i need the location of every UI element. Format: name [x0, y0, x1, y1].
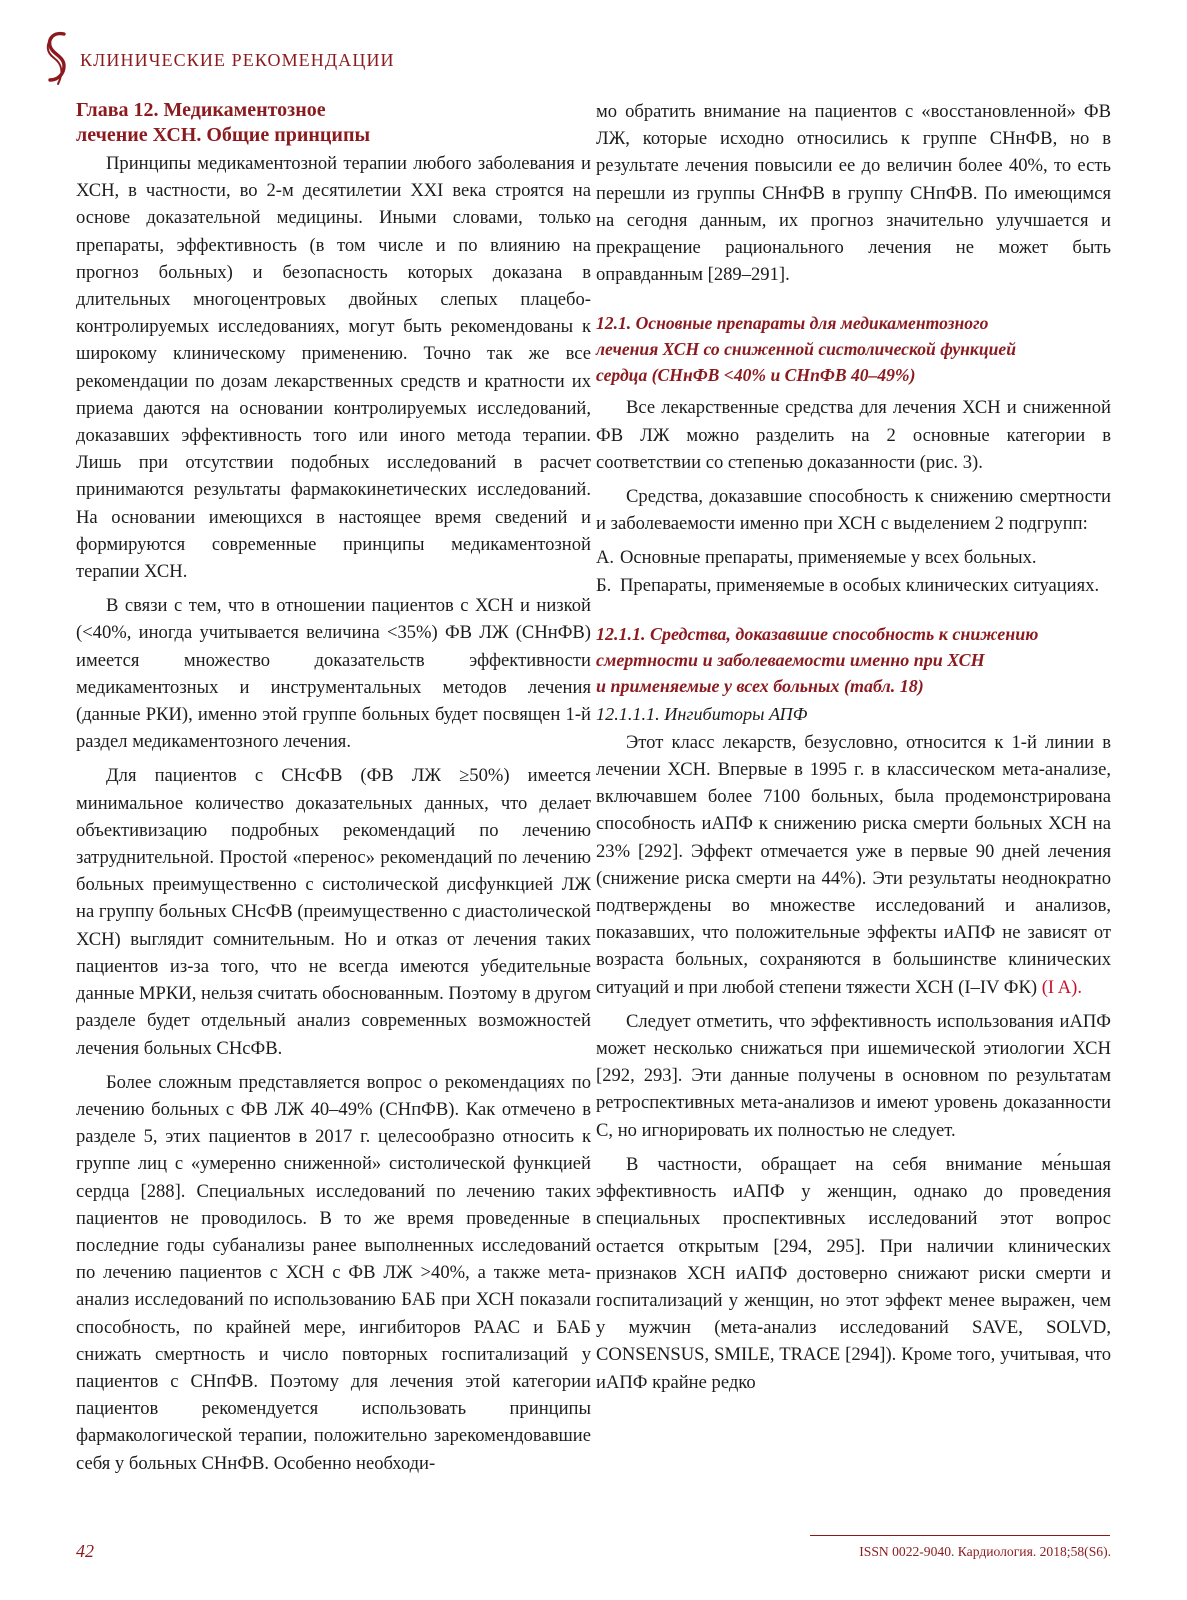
left-column	[76, 98, 591, 1484]
footer-divider	[810, 1535, 1110, 1536]
list-marker: А.	[596, 547, 615, 569]
page-number: 42	[76, 1541, 94, 1561]
subsection-title-line: 12.1.1. Средства, доказавшие способность к снижению	[596, 623, 1039, 644]
list-item-text: Основные препараты, применяемые у всех больных.	[620, 547, 1037, 569]
section-title-line: 12.1. Основные препараты для медикаментозного	[596, 313, 989, 334]
header-title: КЛИНИЧЕСКИЕ РЕКОМЕНДАЦИИ	[80, 50, 395, 70]
body-paragraph	[596, 729, 1111, 1001]
list-item	[596, 572, 1111, 599]
list-marker: Б.	[596, 574, 612, 596]
body-paragraph: Средства, доказавшие способность к снижению смертности и заболеваемости именно при ХСН с выделением 2 подгрупп:	[596, 486, 1111, 535]
subsection-title	[596, 621, 1111, 699]
chapter-title	[76, 98, 591, 148]
body-paragraph: В связи с тем, что в отношении пациентов с ХСН и низкой (<40%, иногда учитывается величина <35%) ФВ ЛЖ (СНнФВ) имеется множество доказательств эффективности медикаментозных и инструментальных методов лечения (данные РКИ), именно этой группе больных будет посвящен 1-й раздел медикаментозного лечения.	[76, 595, 591, 753]
body-paragraph: Следует отметить, что эффективность использования иАПФ может несколько снижаться при ишемической этиологии ХСН [292, 293]. Эти данные получены в основном по результатам ретроспективных мета-анализов и имеют уровень доказанности С, но игнорировать их полностью не следует.	[596, 1010, 1111, 1141]
section-title-line: лечения ХСН со сниженной систолической функцией	[596, 339, 1016, 360]
section-title-line: сердца (СНнФВ <40% и СНпФВ 40–49%)	[596, 365, 916, 386]
section-title	[596, 310, 1111, 388]
body-paragraph: В частности, обращает на себя внимание ме́ньшая эффективность иАПФ у женщин, однако до проведения специальных проспективных исследований этот вопрос остается открытым [294, 295]. При наличии клинических признаков ХСН иАПФ достоверно снижают риски смерти и госпитализаций у женщин, но этот эффект менее выражен, чем у мужчин (мета-анализ исследований SAVE, SOLVD, CONSENSUS, SMILE, TRACE [294]). Кроме того, учитывая, что иАПФ крайне редко	[596, 1153, 1111, 1393]
evidence-level: (I A).	[1041, 976, 1083, 998]
body-paragraph: Принципы медикаментозной терапии любого заболевания и ХСН, в частности, во 2-м десятилетии XXI века строятся на основе доказательной медицины. Иными словами, только препараты, эффективность (в том числе и по влиянию на прогноз больных) и безопасность которых доказана в длительных многоцентровых двойных слепых плацебо-контролируемых исследованиях, могут быть рекомендованы к широкому клиническому применению. Точно так же все рекомендации по дозам лекарственных средств и кратности их приема даются на основании контролируемых исследований, доказавших эффективность того или иного метода терапии. Лишь при отсутствии подобных исследований в расчет принимаются результаты фармакокинетических исследований. На основании имеющихся в настоящее время сведений и формируются современные принципы медикаментозной терапии ХСН.	[76, 153, 591, 583]
section-sign-logo-icon	[40, 30, 74, 88]
subgroup-list	[596, 544, 1111, 598]
body-paragraph: Все лекарственные средства для лечения ХСН и сниженной ФВ ЛЖ можно разделить на 2 основные категории в соответствии со степенью доказанности (рис. 3).	[596, 397, 1111, 473]
journal-citation: ISSN 0022-9040. Кардиология. 2018;58(S6).	[859, 1544, 1111, 1559]
body-paragraph: Для пациентов с СНсФВ (ФВ ЛЖ ≥50%) имеется минимальное количество доказательных данных, что делает объективизацию подробных рекомендаций по лечению затруднительной. Простой «перенос» рекомендаций по лечению больных преимущественно с систолической дисфункцией ЛЖ на группу больных СНсФВ (преимущественно с диастолической ХСН) выглядит сомнительным. Но и отказ от лечения таких пациентов из-за того, что не всегда имеются убедительные данные МРКИ, нельзя считать обоснованным. Поэтому в другом разделе будет отдельный анализ современных возможностей лечения больных СНсФВ.	[76, 765, 591, 1059]
right-column	[596, 98, 1111, 1403]
subsubsection-title: 12.1.1.1. Ингибиторы АПФ	[596, 703, 808, 724]
ace-paragraph-text: Этот класс лекарств, безусловно, относится к 1-й линии в лечении ХСН. Впервые в 1995 г. в классическом мета-анализе, включавшем более 7100 больных, была продемонстрирована способность иАПФ к снижению риска смерти больных ХСН на 23% [292]. Эффект отмечается уже в первые 90 дней лечения (снижение риска смерти на 44%). Эти результаты неоднократно подтверждены во множестве исследований и анализов, показавших, что положительные эффекты иАПФ не зависят от возраста больных, сохраняются в большинстве клинических ситуаций и при любой степени тяжести ХСН (I–IV ФК)	[596, 731, 1111, 998]
chapter-title-line: Глава 12. Медикаментозное	[76, 99, 326, 121]
body-paragraph: Более сложным представляется вопрос о рекомендациях по лечению больных с ФВ ЛЖ 40–49% (СНпФВ). Как отмечено в разделе 5, этих пациентов в 2017 г. целесообразно относить к группе лиц с «умеренно сниженной» систолической функцией сердца [288]. Специальных исследований по лечению таких пациентов не проводилось. В то же время проведенные в последние годы субанализы ранее выполненных исследований по лечению пациентов с ХСН с ФВ ЛЖ >40%, а также мета-анализ исследований по использованию БАБ при ХСН показали способность, по крайней мере, ингибиторов РААС и БАБ снижать смертность и число повторных госпитализаций у пациентов с СНпФВ. Поэтому для лечения этой категории пациентов рекомендуется использовать принципы фармакологической терапии, положительно зарекомендовавшие себя у больных СНнФВ. Особенно необходи-	[76, 1071, 591, 1474]
list-item	[596, 544, 1111, 571]
list-item-text: Препараты, применяемые в особых клинических ситуациях.	[620, 574, 1100, 596]
continued-paragraph: мо обратить внимание на пациентов с «восстановленной» ФВ ЛЖ, которые исходно относились к группе СНнФВ, но в результате лечения повысили ее до величин более 40%, то есть перешли из группы СНнФВ в группу СНпФВ. По имеющимся на сегодня данным, их прогноз значительно улучшается и прекращение рационального лечения не может быть оправданным [289–291].	[596, 101, 1111, 286]
chapter-title-line: лечение ХСН. Общие принципы	[76, 124, 371, 146]
subsection-title-line: и применяемые у всех больных (табл. 18)	[596, 675, 924, 696]
subsection-title-line: смертности и заболеваемости именно при ХСН	[596, 649, 985, 670]
